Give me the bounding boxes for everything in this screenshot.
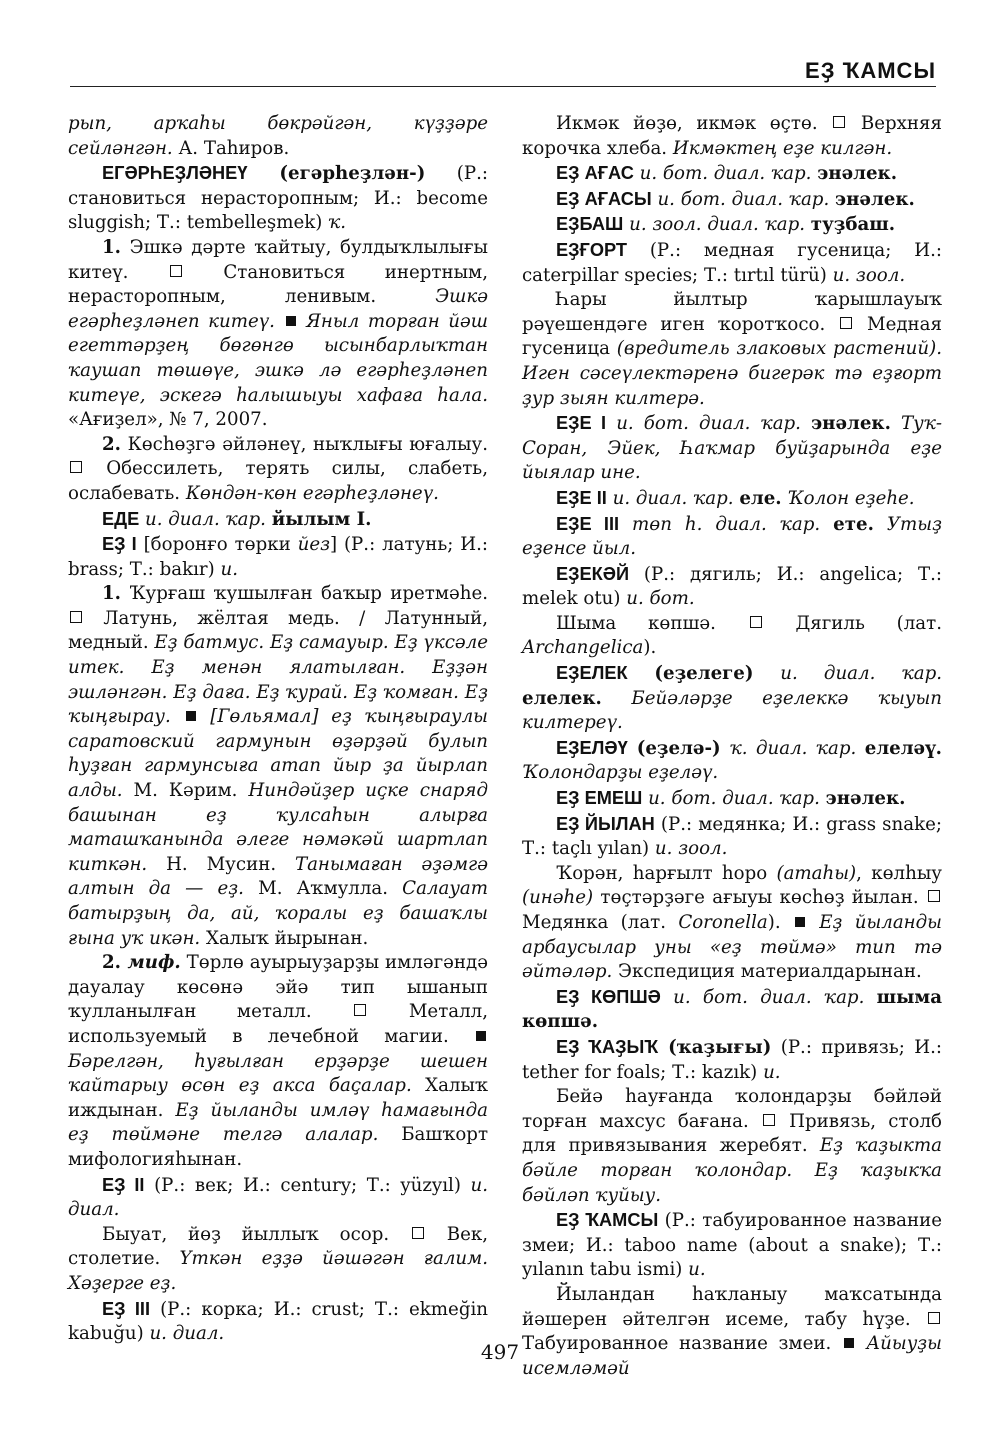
russian-translation-icon: [354, 1004, 366, 1016]
citation-marker-icon: [795, 917, 805, 927]
entry-sense: Һары йылтыр ҡарышлауыҡ рәүешендәге иген ҡоротҡосо. Медная гусеница (вредитель злаковых растений). Иген сәсеүлектәренә бигерәк тә еҙғорт ҙур зыян килтерә.: [522, 289, 942, 409]
citation-marker-icon: [186, 711, 196, 721]
page-header: [70, 54, 936, 88]
entry-sense: Йыландан һаҡланыу маҡсатында йәшерен әйтелгән исеме, табу һүҙе. Табуированное название змеи. Айыуҙы исемләмәй: [522, 1283, 942, 1379]
entry-sense: Икмәк йөҙө, икмәк өҫтө. Верхняя корочка хлеба. Икмәктең еҙе килгән.: [522, 113, 942, 159]
entry-sense: Быуат, йөҙ йыллыҡ осор. Век, столетие. Үткән еҙҙә йәшәгән ғалим. Хәҙерге еҙ.: [68, 1223, 488, 1294]
russian-translation-icon: [170, 265, 182, 277]
page-number: 497: [480, 1340, 520, 1364]
dictionary-entry: ЕҘ ЕМЕШ и. бот. диал. ҡар. энәлек.: [556, 788, 906, 810]
entry-sense: 2. миф. Төрлө ауырыуҙарҙы имләгәндә дауалау көсөнә эйә тип ышанып ҡулланылған металл. Металл, используемый в лечебной магии. Бәрелгән, һуғылған ерҙәрҙе шешен ҡайтарыу өсөн еҙ акса баҫалар. Халыҡ иждынан. Еҙ йыланды имләү һамағында еҙ төймәне телгә алалар. Башҡорт мифологияһынан.: [68, 952, 489, 1170]
dictionary-entry: ЕҘ ҠАҘЫҠ (ҡаҙығы) (Р.: привязь; И.: tether for foals; Т.: kazık) и.: [522, 1036, 943, 1083]
entry-sense: 1. Эшкә дәрте ҡайтыу, булдыҡлылығы китеү. Становиться инертным, нерасторопным, ленивым. Эшкә егәрһеҙләнеп китеү. Яныл торған йәш егеттәрҙең бөгөнгө ысынбарлыҡтан ҡаушап төшөүе, эшкә лә егәрһеҙләнеп китеүе, эскегә һалышыуы хафаға һала. «Ағиҙел», № 7, 2007.: [68, 236, 488, 431]
running-head: ЕҘ ҠАМСЫ: [805, 58, 936, 83]
dictionary-entry: ЕҘ ІІІ (Р.: корка; И.: crust; Т.: ekmeğin kabuğu) и. диал.: [68, 1298, 488, 1345]
entry-sense: Ҡорән, һарғылт һоро (атаһы), көлһыу (инәһе) төҫтәрҙәге ағыуы көсһөҙ йылан. Медянка (лат. Coronella). Еҙ йыланды арбаусылар уны «еҙ төймә» тип тә әйтәләр. Экспедиция материалдарынан.: [522, 862, 942, 983]
russian-translation-icon: [833, 116, 845, 128]
dictionary-entry: ЕҘЕКӘЙ (Р.: дягиль; И.: angelica; Т.: melek otu) и. бот.: [522, 563, 942, 610]
dictionary-entry: ЕҘЕЛЕК (еҙелеге) и. диал. ҡар. елелек. Бейәләрҙе еҙелеккә ҡыуып килтереү.: [522, 663, 942, 734]
entry-sense: Шыма көпшә. Дягиль (лат. Archangelica).: [522, 612, 942, 659]
dictionary-entry: ЕҘ ҠАМСЫ (Р.: табуированное название змеи; И.: taboo name (about a snake); Т.: yılanın tabu ismi) и.: [522, 1210, 942, 1281]
entry-continuation: рып, арҡаһы бөкрәйгән, күҙҙәре сейләнгән. А. Таһиров.: [68, 113, 488, 159]
dictionary-entry: ЕҘ АҒАС и. бот. диал. ҡар. энәлек.: [556, 163, 898, 185]
russian-translation-icon: [928, 1312, 940, 1324]
dictionary-entry: ЕҘҒОРТ (Р.: медная гусеница; И.: caterpillar species; Т.: tırtıl türü) и. зоол.: [522, 239, 942, 286]
entry-sense: 1. Ҡурғаш ҡушылған баҡыр иретмәһе. Латунь, жёлтая медь. / Латунный, медный. Еҙ батмус. Еҙ самауыр. Еҙ үксәле итек. Еҙ менән ялатылған. Еҙҙән эшләнгән. Еҙ даға. Еҙ ҡурай. Еҙ ҡомған. Еҙ ҡыңғырау. [Гөльямал] еҙ ҡыңғыраулы саратовский гармунын өҙәрҙәй булып һуҙған гармунсыға атап йыр ҙа йырлап алды. М. Кәрим. Ниндәйҙер иҫке снаряд башынан еҙ ҡулсаһын алырға маташҡанында әлеге нәмәкәй шартлап киткән. Н. Мусин. Танымаған әҙәмгә алтын да — еҙ. М. Аҡмулла. Салауат батырҙың да, ай, ҡоралы еҙ башаҡлы ғына уҡ икән. Халыҡ йырынан.: [68, 583, 489, 949]
russian-translation-icon: [70, 611, 82, 623]
russian-translation-icon: [750, 616, 762, 628]
dictionary-entry: ЕҘЕ ІІІ төп һ. диал. ҡар. ете. Утыҙ еҙенсе йыл.: [522, 513, 942, 560]
russian-translation-icon: [412, 1227, 424, 1239]
dictionary-entry: ЕҘЕ ІІ и. диал. ҡар. еле. Ҡолон еҙеһе.: [556, 487, 915, 509]
entry-sense: Бейә һауғанда ҡолондарҙы бәйләй торған махсус бағана. Привязь, столб для привязывания жеребят. Еҙ ҡаҙыкта бәйле торған ҡолондар. Еҙ ҡаҙыкҡа бәйләп ҡуйыу.: [522, 1086, 942, 1206]
dictionary-entry: ЕҘ КӨПШӘ и. бот. диал. ҡар. шыма көпшә.: [522, 986, 942, 1033]
russian-translation-icon: [928, 890, 940, 902]
russian-translation-icon: [840, 317, 852, 329]
russian-translation-icon: [763, 1114, 775, 1126]
right-column: [522, 112, 942, 1381]
header-rule: [70, 86, 936, 87]
dictionary-entry: ЕҘ АҒАСЫ и. бот. диал. ҡар. энәлек.: [556, 188, 915, 210]
dictionary-entry: ЕҘ ІІ (Р.: век; И.: century; Т.: yüzyıl) и. диал.: [68, 1174, 489, 1221]
citation-marker-icon: [286, 316, 296, 326]
dictionary-entry: ЕҘБАШ и. зоол. диал. ҡар. туҙбаш.: [556, 214, 896, 236]
russian-translation-icon: [70, 461, 82, 473]
left-column: [68, 112, 488, 1347]
dictionary-entry: ЕДЕ и. диал. ҡар. йылым І.: [102, 508, 372, 530]
citation-marker-icon: [476, 1031, 486, 1041]
dictionary-entry: ЕҘ ЙЫЛАН (Р.: медянка; И.: grass snake; Т.: taçlı yılan) и. зоол.: [522, 813, 942, 860]
dictionary-entry: ЕҘЕ І и. бот. диал. ҡар. энәлек. Туҡ-Соран, Эйек, Һаҡмар буйҙарында еҙе йыялар ине.: [522, 413, 943, 484]
dictionary-entry: ЕҘЕЛӘҮ (еҙелә-) ҡ. диал. ҡар. елеләү. Ҡолондарҙы еҙеләү.: [522, 737, 943, 784]
entry-sense: 2. Көсһөҙгә әйләнеү, ныҡлығы юғалыу. Обессилеть, терять силы, слабеть, ослабевать. Көндән-көн егәрһеҙләнеү.: [68, 433, 488, 504]
dictionary-entry: ЕҘ І [боронғо төрки йез] (Р.: латунь; И.: brass; Т.: bakır) и.: [68, 534, 488, 580]
dictionary-entry: ЕГӘРҺЕҘЛӘНЕҮ (егәрһеҙлән-) (Р.: становиться нерасторопным; И.: become sluggish; Т.: tembelleşmek) ҡ.: [68, 163, 488, 234]
